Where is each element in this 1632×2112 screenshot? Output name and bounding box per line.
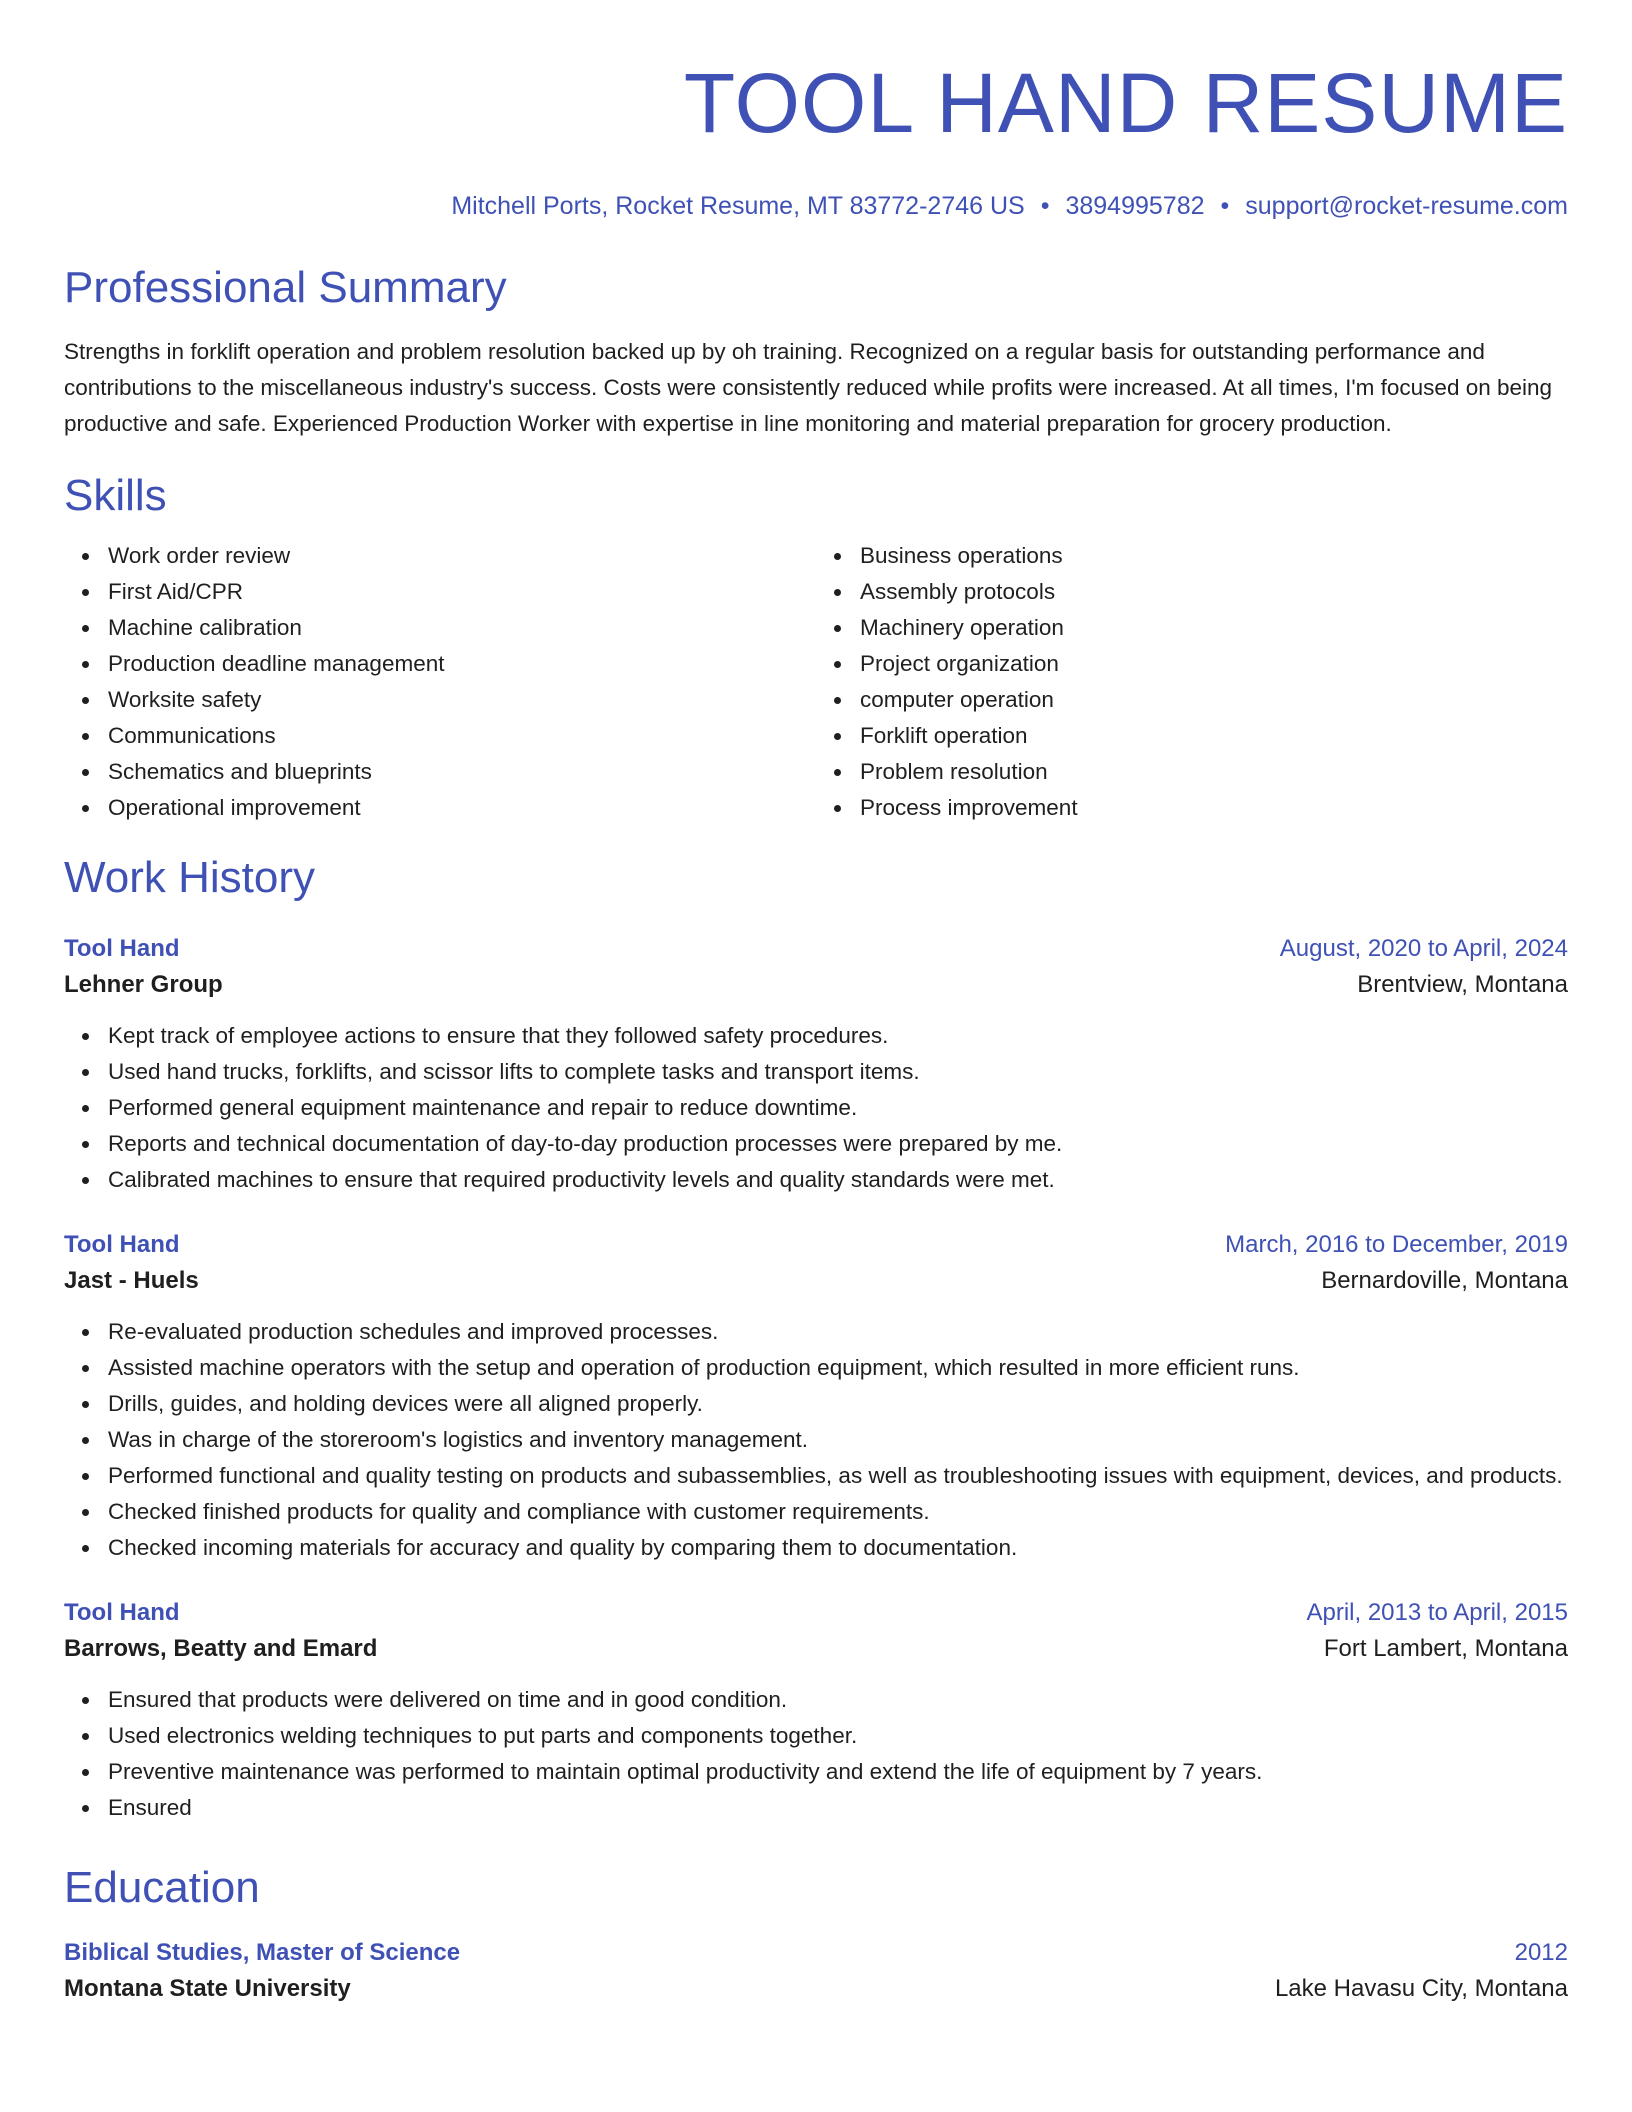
job-entry	[64, 1228, 1568, 1566]
skill-item: Machine calibration	[108, 610, 816, 646]
contact-separator: •	[1220, 192, 1230, 220]
job-bullet: Calibrated machines to ensure that required productivity levels and quality standards were met.	[108, 1162, 1568, 1198]
skill-item: First Aid/CPR	[108, 574, 816, 610]
job-bullet: Used electronics welding techniques to put parts and components together.	[108, 1718, 1568, 1754]
job-bullets	[64, 1018, 1568, 1198]
resume-title: TOOL HAND RESUME	[683, 56, 1568, 150]
skills-list-right	[816, 538, 1568, 826]
job-bullet: Preventive maintenance was performed to maintain optimal productivity and extend the life of equipment by 7 years.	[108, 1754, 1568, 1790]
job-dates: April, 2013 to April, 2015	[1306, 1599, 1568, 1626]
skill-item: Schematics and blueprints	[108, 754, 816, 790]
skill-item: Project organization	[860, 646, 1568, 682]
education-entry	[64, 1936, 1568, 2008]
job-bullet: Ensured	[108, 1790, 1568, 1826]
job-bullet: Drills, guides, and holding devices were all aligned properly.	[108, 1386, 1568, 1422]
section-title-summary: Professional Summary	[64, 263, 507, 312]
contact-email[interactable]: support@rocket-resume.com	[1245, 192, 1568, 220]
job-dates: August, 2020 to April, 2024	[1279, 935, 1568, 962]
skill-item: Operational improvement	[108, 790, 816, 826]
section-title-skills: Skills	[64, 471, 167, 520]
job-title: Tool Hand	[64, 1231, 180, 1258]
section-title-education: Education	[64, 1863, 260, 1912]
skill-item: computer operation	[860, 682, 1568, 718]
skill-item: Process improvement	[860, 790, 1568, 826]
skill-item: Worksite safety	[108, 682, 816, 718]
job-bullet: Reports and technical documentation of day-to-day production processes were prepared by me.	[108, 1126, 1568, 1162]
job-entry	[64, 932, 1568, 1198]
job-title: Tool Hand	[64, 935, 180, 962]
degree: Biblical Studies, Master of Science	[64, 1939, 461, 1966]
job-bullet: Kept track of employee actions to ensure that they followed safety procedures.	[108, 1018, 1568, 1054]
job-bullet: Was in charge of the storeroom's logistics and inventory management.	[108, 1422, 1568, 1458]
job-location: Bernardoville, Montana	[1321, 1267, 1568, 1294]
skill-item: Assembly protocols	[860, 574, 1568, 610]
contact-line	[64, 190, 1568, 222]
job-bullet: Checked finished products for quality and compliance with customer requirements.	[108, 1494, 1568, 1530]
school-location: Lake Havasu City, Montana	[1274, 1975, 1568, 2002]
skill-item: Business operations	[860, 538, 1568, 574]
skill-item: Communications	[108, 718, 816, 754]
job-location: Fort Lambert, Montana	[1323, 1635, 1568, 1662]
job-bullet: Performed functional and quality testing on products and subassemblies, as well as troubleshooting issues with equipment, devices, and products.	[108, 1458, 1568, 1494]
job-bullet: Used hand trucks, forklifts, and scissor lifts to complete tasks and transport items.	[108, 1054, 1568, 1090]
job-location: Brentview, Montana	[1357, 971, 1568, 998]
job-bullets	[64, 1314, 1568, 1566]
job-bullet: Ensured that products were delivered on time and in good condition.	[108, 1682, 1568, 1718]
skill-item: Problem resolution	[860, 754, 1568, 790]
skill-item: Forklift operation	[860, 718, 1568, 754]
skills-list-left	[64, 538, 816, 826]
contact-separator: •	[1040, 192, 1050, 220]
skills-columns	[64, 538, 1568, 826]
summary-text: Strengths in forklift operation and problem resolution backed up by oh training. Recognized on a regular basis for outstanding performance and contributions to the miscellaneous industry's success. Costs were consistently reduced while profits were increased. At all times, I'm focused on being productive and safe. Experienced Production Worker with expertise in line monitoring and material preparation for grocery production.	[64, 339, 1553, 436]
skill-item: Machinery operation	[860, 610, 1568, 646]
school-name: Montana State University	[64, 1975, 351, 2002]
company-name: Barrows, Beatty and Emard	[64, 1635, 378, 1662]
company-name: Jast - Huels	[64, 1267, 199, 1294]
contact-phone: 3894995782	[1065, 192, 1205, 220]
job-bullets	[64, 1682, 1568, 1826]
job-entry	[64, 1596, 1568, 1826]
contact-address: Mitchell Ports, Rocket Resume, MT 83772-2746 US	[451, 192, 1025, 220]
job-bullet: Checked incoming materials for accuracy and quality by comparing them to documentation.	[108, 1530, 1568, 1566]
skill-item: Work order review	[108, 538, 816, 574]
company-name: Lehner Group	[64, 971, 223, 998]
job-title: Tool Hand	[64, 1599, 180, 1626]
section-title-work-history: Work History	[64, 853, 315, 902]
job-bullet: Performed general equipment maintenance and repair to reduce downtime.	[108, 1090, 1568, 1126]
skill-item: Production deadline management	[108, 646, 816, 682]
job-bullet: Re-evaluated production schedules and improved processes.	[108, 1314, 1568, 1350]
job-bullet: Assisted machine operators with the setup and operation of production equipment, which resulted in more efficient runs.	[108, 1350, 1568, 1386]
job-dates: March, 2016 to December, 2019	[1225, 1231, 1568, 1258]
education-year: 2012	[1514, 1939, 1568, 1966]
